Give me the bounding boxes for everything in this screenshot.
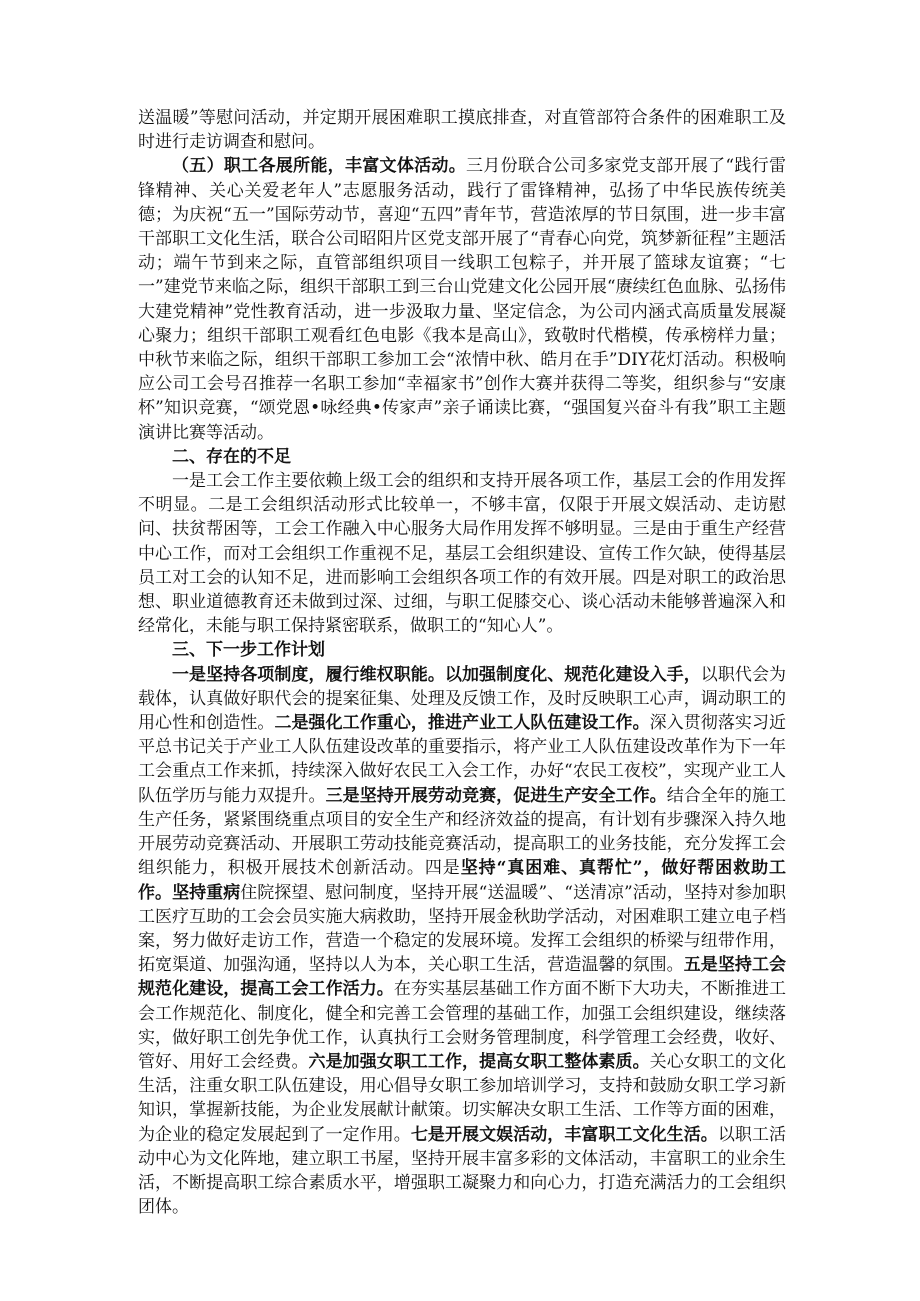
intro-paragraph: 送温暖”等慰问活动，并定期开展困难职工摸底排查，对直管部符合条件的困难职工及时进行走访调查和慰问。	[138, 108, 786, 153]
heading-shortcomings: 二、存在的不足	[172, 446, 291, 467]
plan-item-2-title: 二是强化工作重心，推进产业工人队伍建设工作。	[274, 713, 650, 734]
plan-item-1-title: 一是坚持各项制度，履行维权职能。以加强制度化、规范化建设入手，	[172, 664, 701, 685]
document-page	[138, 106, 786, 1219]
plan-item-4-title: 坚持“真困难、真帮忙”，做好帮困救助工作。坚持重病	[138, 858, 786, 903]
plan-item-7-title: 七是开展文娱活动，丰富职工文化生活。	[410, 1124, 718, 1145]
heading-next-plan: 三、下一步工作计划	[172, 640, 325, 661]
shortcomings-paragraph: 一是工会工作主要依赖上级工会的组织和支持开展各项工作，基层工会的作用发挥不明显。二是工会组织活动形式比较单一，不够丰富，仅限于开展文娱活动、走访慰问、扶贫帮困等，工会工作融入中心服务大局作用发挥不够明显。三是由于重生产经营中心工作，而对工会组织工作重视不足，基层工会组织建设、宣传工作欠缺，使得基层员工对工会的认知不足，进而影响工会组织各项工作的有效开展。四是对职工的政治思想、职业道德教育还未做到过深、过细，与职工促膝交心、谈心活动未能够普遍深入和经常化，未能与职工保持紧密联系，做职工的“知心人”。	[138, 471, 786, 637]
plan-item-6-title: 六是加强女职工工作，提高女职工整体素质。	[308, 1051, 650, 1072]
plan-item-4-body: 住院探望、慰问制度，坚持开展“送温暖”、“送清凉”活动，坚持对参加职工医疗互助的工会会员实施大病救助，坚持开展金秋助学活动，对困难职工建立电子档案，努力做好走访工作，营造一个稳定的发展环境。发挥工会组织的桥梁与纽带作用，拓宽渠道、加强沟通，坚持以人为本，关心职工生活，营造温馨的氛围。	[138, 882, 787, 976]
plan-item-6-body: 关心女职工的文化生活，注重女职工队伍建设，用心倡导女职工参加培训学习，支持和鼓励女职工学习新知识，掌握新技能，为企业发展献计献策。切实解决女职工生活、工作等方面的困难，为企业的稳定发展起到了一定作用。	[138, 1051, 787, 1145]
section-5-title: （五）职工各展所能，丰富文体活动。	[172, 156, 467, 177]
plan-item-5-body: 在夯实基层基础工作方面不断下大功夫，不断推进工会工作规范化、制度化，健全和完善工会管理的基础工作，加强工会组织建设，继续落实，做好职工创先争优工作，认真执行工会财务管理制度，科学管理工会经费，收好、管好、用好工会经费。	[138, 979, 787, 1072]
plan-item-5-title: 五是坚持工会规范化建设，提高工会工作活力。	[138, 955, 787, 1000]
section-5-paragraph	[138, 154, 786, 444]
plan-paragraph	[138, 663, 786, 1220]
section-5-body: 三月份联合公司多家党支部开展了“践行雷锋精神、关心关爱老年人”志愿服务活动，践行了雷锋精神，弘扬了中华民族传统美德；为庆祝“五一”国际劳动节，喜迎“五四”青年节，营造浓厚的节日氛围，进一步丰富干部职工文化生活，联合公司昭阳片区党支部开展了“青春心向党，筑梦新征程”主题活动；端午节到来之际，直管部组织项目一线职工包粽子，并开展了篮球友谊赛；“七一”建党节来临之际，组织干部职工到三台山党建文化公园开展“赓续红色血脉、弘扬伟大建党精神”党性教育活动，进一步汲取力量、坚定信念，为公司内涵式高质量发展凝心聚力；组织干部职工观看红色电影《我本是高山》，致敬时代楷模，传承榜样力量；中秋节来临之际，组织干部职工参加工会“浓情中秋、皓月在手”DIY花灯活动。积极响应公司工会号召推荐一名职工参加“幸福家书”创作大赛并获得二等奖，组织参与“安康杯”知识竞赛，“颂党恩•咏经典•传家声”亲子诵读比赛，“强国复兴奋斗有我”职工主题演讲比赛等活动。	[138, 156, 787, 443]
plan-item-3-title: 三是坚持开展劳动竞赛，促进生产安全工作。	[325, 785, 667, 806]
plan-item-2-body: 深入贯彻落实习近平总书记关于产业工人队伍建设改革的重要指示，将产业工人队伍建设改革作为下一年工会重点工作来抓，持续深入做好农民工入会工作，办好“农民工夜校”，实现产业工人队伍学历与能力双提升。	[138, 713, 787, 806]
plan-item-1-body: 以职代会为载体，认真做好职代会的提案征集、处理及反馈工作，及时反映职工心声，调动职工的用心性和创造性。	[138, 664, 787, 734]
plan-item-3-body: 结合全年的施工生产任务，紧紧围绕重点项目的安全生产和经济效益的提高，有计划有步骤深入持久地开展劳动竞赛活动、开展职工劳动技能竞赛活动，提高职工的业务技能，充分发挥工会组织能力，积极开展技术创新活动。四是	[138, 785, 787, 879]
plan-item-7-body: 以职工活动中心为文化阵地，建立职工书屋，坚持开展丰富多彩的文体活动，丰富职工的业余生活，不断提高职工综合素质水平，增强职工凝聚力和向心力，打造充满活力的工会组织团体。	[138, 1124, 787, 1218]
